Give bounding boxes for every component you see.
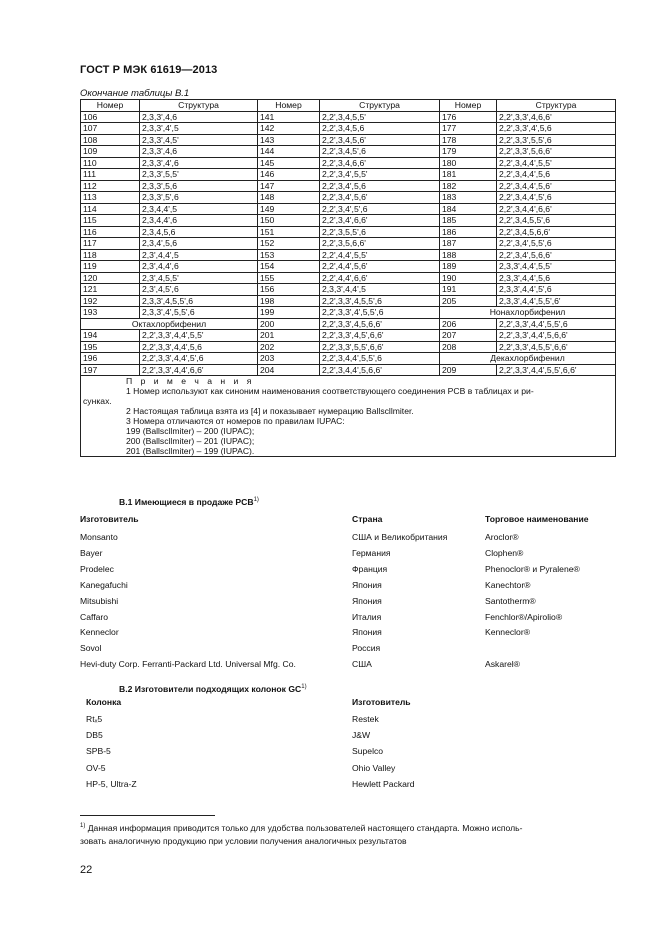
congener-structure: 2,3,3',4,5' [140,134,258,146]
congener-structure: 2,2',4,4',5,5' [320,249,440,261]
congener-number: 201 [258,330,320,342]
congener-structure: 2,2',3,3',4,4',6,6' [140,364,258,376]
congener-structure: 2,2',3,3',5,5',6,6' [320,341,440,353]
section-b2-title [119,684,307,694]
congener-structure: 2,2',3,4,4',5',6 [497,192,616,204]
congener-structure: 2,2',3,4,5,6 [320,123,440,135]
congener-structure: 2,3,4',5,6 [140,238,258,250]
table-row [81,157,616,169]
congener-structure: 2,2',3,3',4,4',5,6 [140,341,258,353]
congener-number: 116 [81,226,140,238]
footnote-text-continued: зовать аналогичную продукцию при условии получения аналогичных результатов [80,835,407,846]
section-title-text: В.1 Имеющиеся в продаже PCB [119,497,254,507]
group-header-octachlorobiphenyl: Октахлорбифенил [81,318,258,330]
congener-number: 120 [81,272,140,284]
pcb-numbering-table [80,99,616,457]
country-name: Италия [352,611,382,622]
note-3-item: 201 (Ballscllmiter) – 199 (IUPAC). [126,446,255,456]
table-row [81,307,616,319]
footnote-mark: 1) [80,823,86,829]
congener-structure: 2,2',3,4',6,6' [320,215,440,227]
table-row [81,123,616,135]
congener-number: 182 [440,180,497,192]
congener-structure: 2,3',4,5,5' [140,272,258,284]
column-header-structure: Структура [497,100,616,112]
congener-structure: 2,3,3',4,4',5,5' [497,261,616,273]
congener-structure: 2,3,3',4',5 [140,123,258,135]
gc-manufacturer-name: Restek [352,714,379,724]
congener-number: 187 [440,238,497,250]
congener-number: 199 [258,307,320,319]
country-name: Япония [352,579,382,590]
manufacturer-name: Bayer [80,547,103,558]
congener-number: 195 [81,341,140,353]
congener-structure: 2,2',3,4,4',6,6' [497,203,616,215]
footnote [80,820,615,848]
congener-structure: 2,2',3,4',5,6' [320,192,440,204]
table-row [81,238,616,250]
trade-name: Kanechtor® [485,579,531,590]
congener-number: 200 [258,318,320,330]
column-header-gc-manufacturer: Изготовитель [352,697,411,707]
congener-structure: 2,2',3,4,5,6,6' [497,226,616,238]
trade-name: Phenoclor® и Pyralene® [485,563,580,574]
table-row [81,318,616,330]
table-row [81,330,616,342]
table-row [81,272,616,284]
manufacturer-name: Prodelec [80,563,114,574]
congener-structure: 2,2',3,4',5,6 [320,180,440,192]
congener-number: 107 [81,123,140,135]
note-1-continued: сунках. [83,396,112,406]
note-1: 1 Номер используют как синоним наименования соответствующего соединения PCB в таблицах и ри- [126,386,534,396]
congener-structure: 2,2',3,3',4,4',5,5',6,6' [497,364,616,376]
congener-structure: 2,3,3',4,4',5,6 [497,272,616,284]
congener-number: 156 [258,284,320,296]
congener-structure: 2,2',3,4,5',6 [320,146,440,158]
congener-number: 181 [440,169,497,181]
congener-structure: 2,2',4,4',6,6' [320,272,440,284]
country-name: Германия [352,547,391,558]
congener-structure: 2,2',3,4,4',5,6 [497,169,616,181]
congener-number: 147 [258,180,320,192]
congener-number: 155 [258,272,320,284]
manufacturer-name: Kanegafuchi [80,579,128,590]
congener-number: 111 [81,169,140,181]
congener-number: 115 [81,215,140,227]
congener-structure: 2,2',3,4',5',6 [320,203,440,215]
section-title-text: В.2 Изготовители подходящих колонок GC [119,684,302,694]
gc-column-name: Rtₓ5 [86,714,103,724]
congener-structure: 2,3,3',4',6 [140,157,258,169]
congener-structure: 2,3,3',4,6 [140,146,258,158]
congener-structure: 2,2',3,4,5,5',6 [497,215,616,227]
congener-structure: 2,2',3,3',4,6,6' [497,111,616,123]
column-header-column: Колонка [86,697,122,707]
congener-number: 150 [258,215,320,227]
table-notes-row [81,376,616,457]
congener-structure: 2,3,3',4,4',5,5',6' [497,295,616,307]
trade-name: Clophen® [485,547,524,558]
gc-manufacturer-name: Ohio Valley [352,762,396,773]
table-row [81,146,616,158]
congener-structure: 2,2',3,4,6,6' [320,157,440,169]
page-number: 22 [80,864,93,876]
congener-number: 198 [258,295,320,307]
table-row [81,364,616,376]
congener-number: 190 [440,272,497,284]
congener-structure: 2,3,3',4,5,5',6 [140,295,258,307]
congener-structure: 2,2',3,4,4',5,5',6 [320,353,440,365]
manufacturer-name: Sovol [80,643,102,654]
congener-structure: 2,3,4,4',5 [140,203,258,215]
congener-number: 178 [440,134,497,146]
trade-name: Santotherm® [485,595,536,606]
table-row [81,215,616,227]
gc-column-name: OV-5 [86,762,106,773]
congener-structure: 2,2',3,4',5,6,6' [497,249,616,261]
congener-number: 119 [81,261,140,273]
congener-number: 206 [440,318,497,330]
congener-structure: 2,3,3',5,6 [140,180,258,192]
congener-number: 205 [440,295,497,307]
congener-structure: 2,3',4,4',6 [140,261,258,273]
congener-number: 121 [81,284,140,296]
note-3-item: 199 (Ballscllmiter) – 200 (IUPAC); [126,426,255,436]
congener-structure: 2,2',3,4',5,5',6 [497,238,616,250]
congener-number: 113 [81,192,140,204]
column-header-number: Номер [440,100,497,112]
column-header-structure: Структура [320,100,440,112]
table-notes [81,376,616,457]
table-row [81,134,616,146]
congener-number: 110 [81,157,140,169]
congener-number: 149 [258,203,320,215]
congener-structure: 2,2',3,3',4,5',6,6' [320,330,440,342]
notes-heading: П р и м е ч а н и я [126,376,255,386]
note-3: 3 Номера отличаются от номеров по правилам IUPAC: [126,416,345,426]
section-b1-title [119,497,259,507]
congener-number: 184 [440,203,497,215]
congener-number: 193 [81,307,140,319]
congener-number: 114 [81,203,140,215]
congener-number: 153 [258,249,320,261]
congener-structure: 2,2',3,3',4,5,6,6' [320,318,440,330]
column-header-number: Номер [258,100,320,112]
table-row [81,249,616,261]
congener-number: 146 [258,169,320,181]
congener-structure: 2,2',3,4,4',5,6' [497,180,616,192]
country-name: США [352,659,372,670]
country-name: Япония [352,627,382,638]
footnote-separator [80,815,215,816]
table-row [81,180,616,192]
congener-number: 191 [440,284,497,296]
trade-name: Askarel® [485,659,520,670]
congener-number: 144 [258,146,320,158]
congener-structure: 2,3,3',4,6 [140,111,258,123]
congener-number: 106 [81,111,140,123]
congener-number: 207 [440,330,497,342]
table-header-row [81,100,616,112]
congener-number: 194 [81,330,140,342]
column-header-number: Номер [81,100,140,112]
congener-number: 192 [81,295,140,307]
footnote-mark: 1) [253,497,259,504]
congener-structure: 2,2',3,3',4,4',5,5' [140,330,258,342]
congener-structure: 2,3,3',4,4',5 [320,284,440,296]
group-header-nonachlorobiphenyl: Нонахлорбифенил [440,307,616,319]
congener-structure: 2,3,3',5',6 [140,192,258,204]
congener-structure: 2,2',3,3',4,5,5',6,6' [497,341,616,353]
congener-number: 143 [258,134,320,146]
congener-number: 202 [258,341,320,353]
congener-number: 152 [258,238,320,250]
congener-number: 148 [258,192,320,204]
column-header-trade-name: Торговое наименование [485,514,589,524]
column-header-structure: Структура [140,100,258,112]
gc-column-name: HP-5, Ultra-Z [86,778,137,789]
table-caption: Окончание таблицы В.1 [80,88,190,99]
table-row [81,169,616,181]
congener-structure: 2,2',3,3',4',5,6 [497,123,616,135]
congener-number: 188 [440,249,497,261]
congener-structure: 2,3',4,5',6 [140,284,258,296]
gc-manufacturer-name: Supelco [352,746,384,757]
congener-number: 112 [81,180,140,192]
footnote-mark: 1) [301,684,307,691]
congener-structure: 2,2',3,5,6,6' [320,238,440,250]
gc-column-name: DB5 [86,730,103,741]
table-row [81,192,616,204]
congener-structure: 2,2',3,4',5,5' [320,169,440,181]
congener-structure: 2,3,3',4,4',5',6 [497,284,616,296]
congener-structure: 2,3,4,5,6 [140,226,258,238]
manufacturer-name: Caffaro [80,611,109,622]
congener-number: 108 [81,134,140,146]
manufacturer-name: Kenneclor [80,627,119,638]
congener-number: 209 [440,364,497,376]
table-row [81,295,616,307]
table-row [81,203,616,215]
congener-number: 145 [258,157,320,169]
congener-number: 151 [258,226,320,238]
congener-number: 196 [81,353,140,365]
column-header-manufacturer: Изготовитель [80,514,139,524]
congener-number: 154 [258,261,320,273]
congener-structure: 2,2',3,5,5',6 [320,226,440,238]
table-row [81,341,616,353]
country-name: США и Великобритания [352,532,448,542]
table-row [81,353,616,365]
congener-number: 186 [440,226,497,238]
congener-number: 179 [440,146,497,158]
congener-number: 189 [440,261,497,273]
congener-number: 203 [258,353,320,365]
country-name: Япония [352,595,382,606]
congener-structure: 2,2',3,4,4',5,6,6' [320,364,440,376]
gc-column-name: SPB-5 [86,746,111,757]
congener-structure: 2,2',3,3',4,4',5,5',6 [497,318,616,330]
congener-structure: 2,2',3,3',4,4',5',6 [140,353,258,365]
congener-structure: 2,3,3',5,5' [140,169,258,181]
congener-number: 109 [81,146,140,158]
congener-number: 180 [440,157,497,169]
congener-number: 176 [440,111,497,123]
congener-structure: 2,2',3,4,5,6' [320,134,440,146]
congener-number: 204 [258,364,320,376]
congener-number: 142 [258,123,320,135]
manufacturer-name: Mitsubishi [80,595,119,606]
column-header-country: Страна [352,514,383,524]
table-row [81,226,616,238]
footnote-text: Данная информация приводится только для удобства пользователей настоящего стандарта. Можно исполь- [85,822,523,833]
table-row [81,261,616,273]
congener-structure: 2,2',4,4',5,6' [320,261,440,273]
gc-manufacturer-name: J&W [352,730,371,741]
manufacturer-name: Hevi-duty Corp. Ferranti-Packard Ltd. Universal Mfg. Co. [80,659,296,670]
congener-structure: 2,3,4,4',6 [140,215,258,227]
manufacturer-name: Monsanto [80,532,118,542]
standard-title: ГОСТ Р МЭК 61619—2013 [80,64,218,76]
congener-number: 177 [440,123,497,135]
note-3-item: 200 (Ballscllmiter) – 201 (IUPAC); [126,436,255,446]
congener-structure: 2,3',4,4',5 [140,249,258,261]
congener-number: 118 [81,249,140,261]
group-header-decachlorobiphenyl: Декахлорбифенил [440,353,616,365]
trade-name: Fenchlor®/Apirolio® [485,611,563,622]
table-row [81,111,616,123]
congener-structure: 2,2',3,4,5,5' [320,111,440,123]
congener-structure: 2,2',3,4,4',5,5' [497,157,616,169]
congener-structure: 2,2',3,3',5,5',6 [497,134,616,146]
congener-structure: 2,2',3,3',4,4',5,6,6' [497,330,616,342]
congener-number: 183 [440,192,497,204]
trade-name: Aroclor® [485,532,519,542]
trade-name: Kenneclor® [485,627,531,638]
country-name: Франция [352,563,388,574]
congener-structure: 2,2',3,3',4,5,5',6 [320,295,440,307]
congener-number: 117 [81,238,140,250]
note-2: 2 Настоящая таблица взята из [4] и показывает нумерацию Ballscllmiter. [126,406,414,416]
congener-structure: 2,3,3',4',5,5',6 [140,307,258,319]
congener-number: 141 [258,111,320,123]
country-name: Россия [352,643,381,654]
congener-structure: 2,2',3,3',5,6,6' [497,146,616,158]
congener-number: 208 [440,341,497,353]
gc-manufacturer-name: Hewlett Packard [352,778,415,789]
table-row [81,284,616,296]
congener-number: 197 [81,364,140,376]
congener-number: 185 [440,215,497,227]
congener-structure: 2,2',3,3',4',5,5',6 [320,307,440,319]
